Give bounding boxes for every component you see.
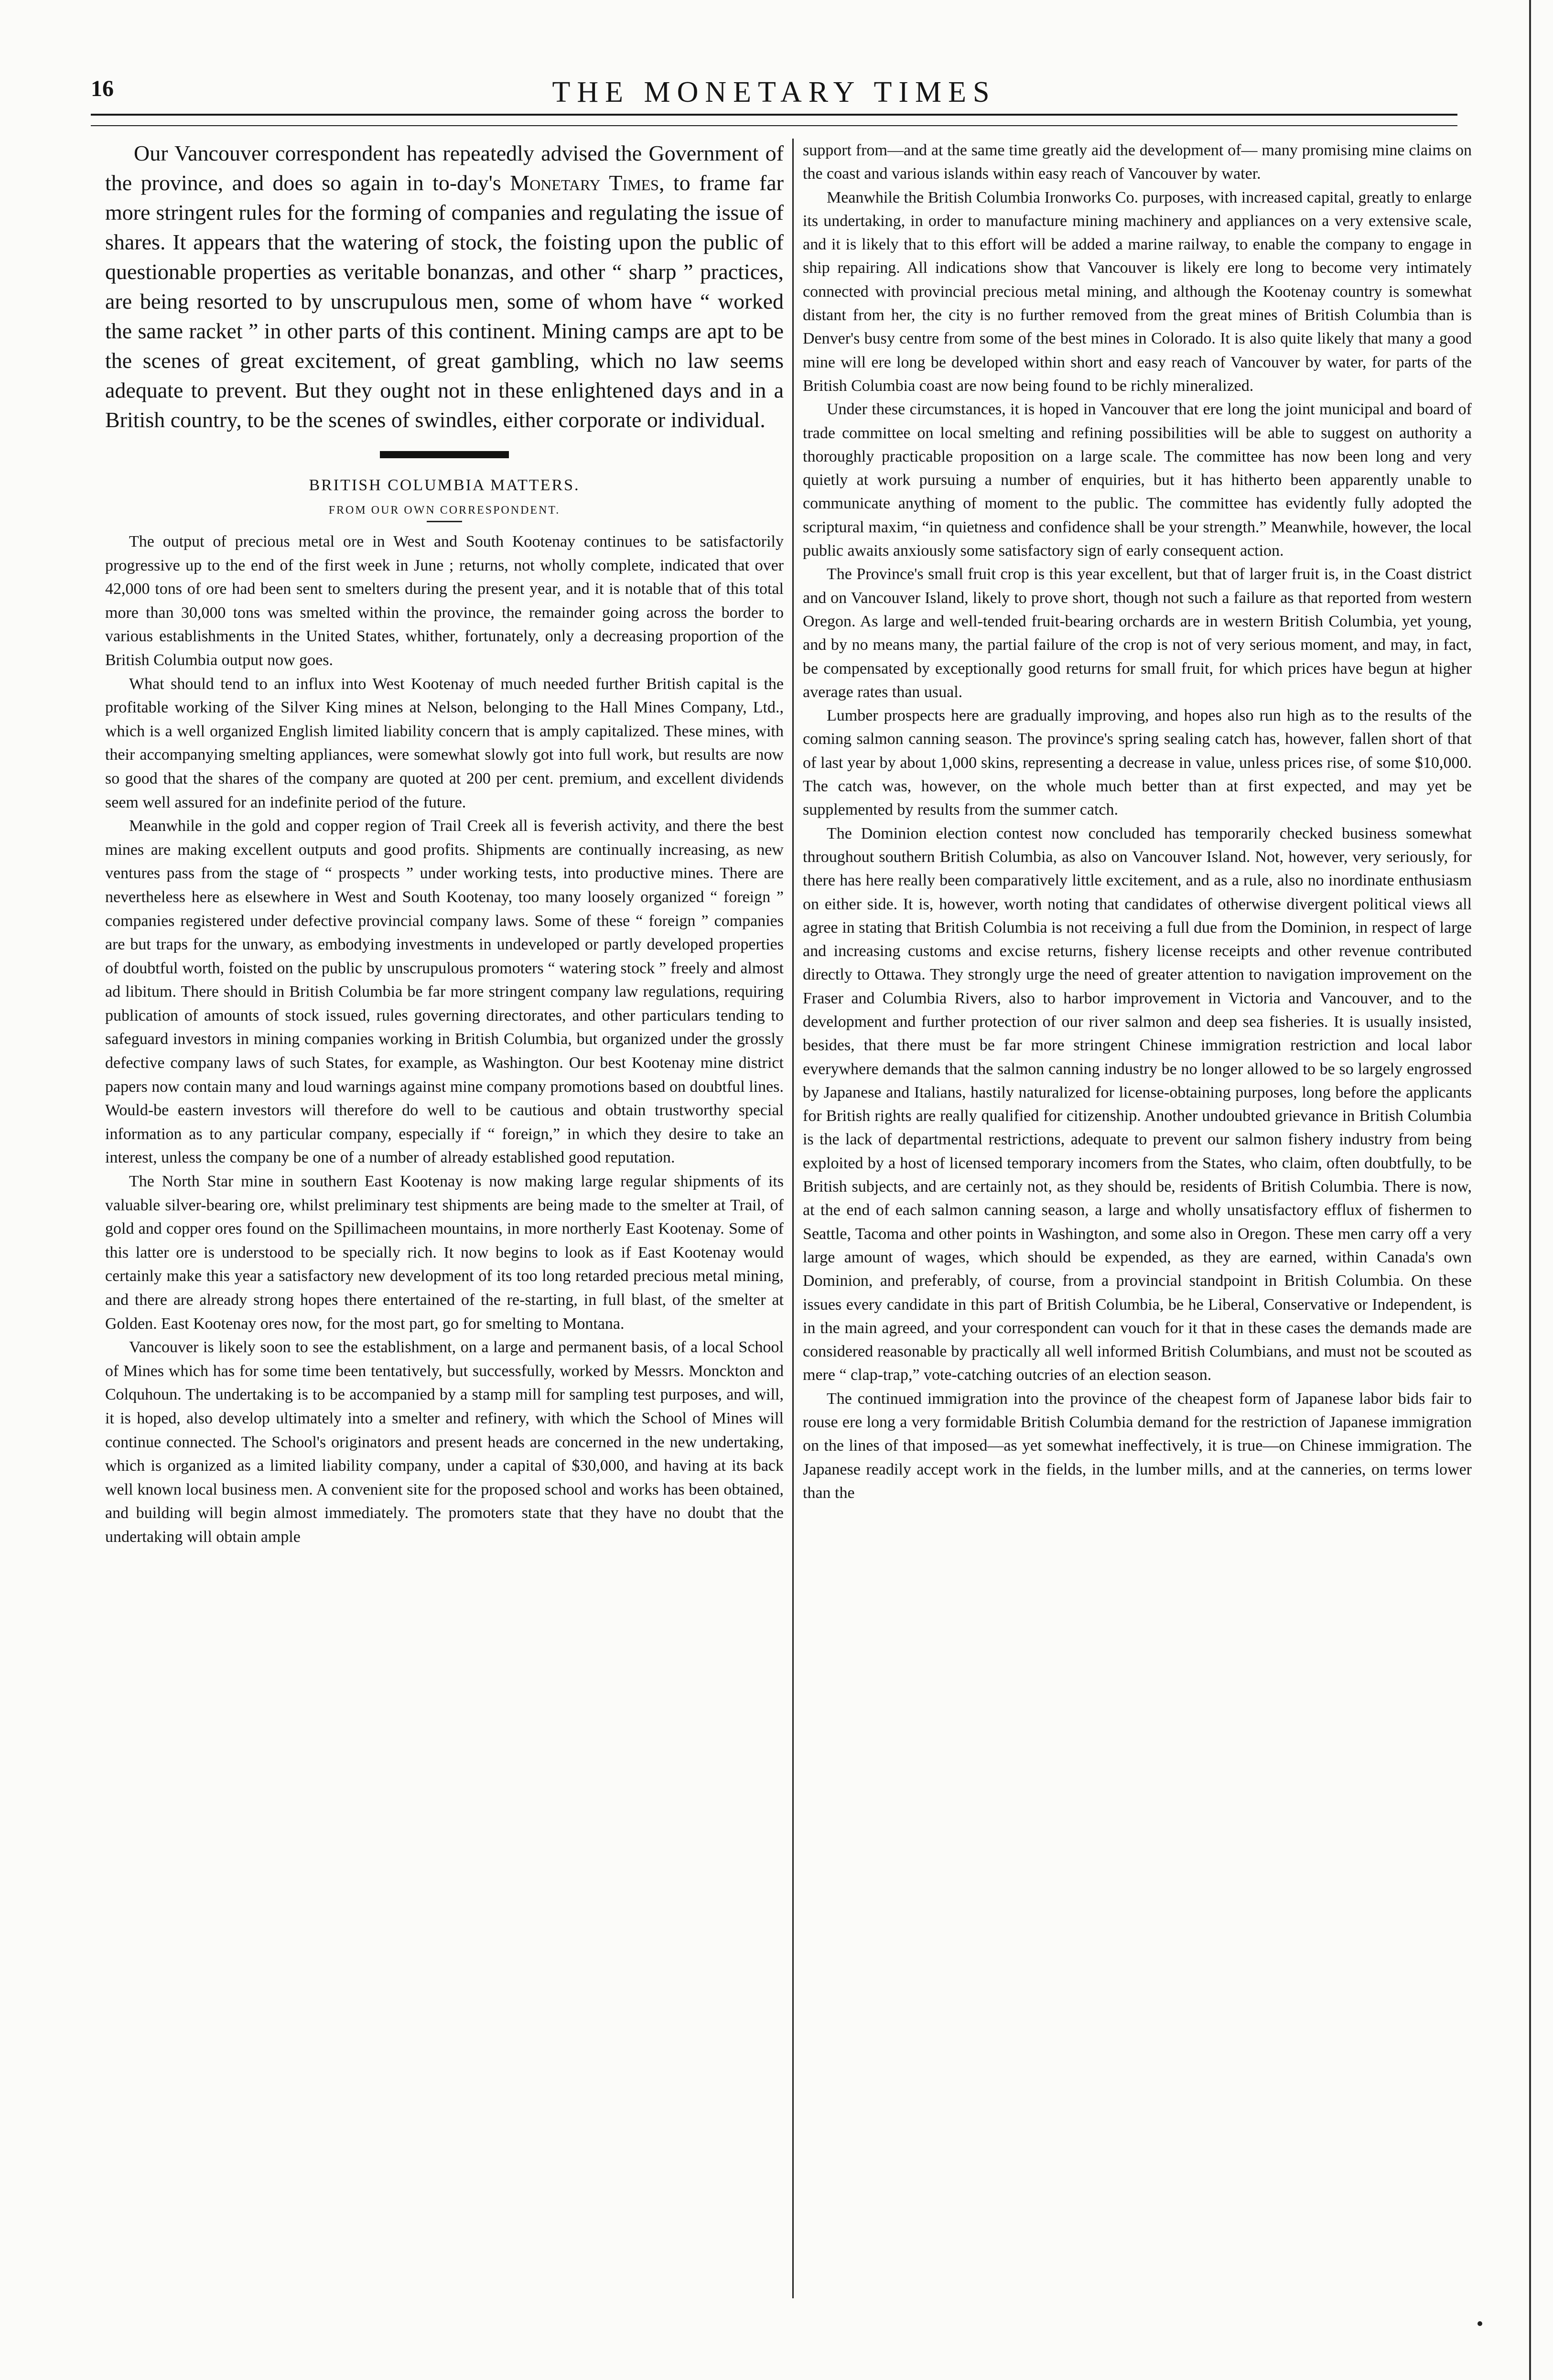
left-column: [105, 139, 784, 2298]
article-paragraph: The continued immigration into the province of the cheapest form of Japanese labor bids fair to rouse ere long a very formidable British Columbia demand for the restriction of Japanese immigration on the lines of that imposed—as yet somewhat ineffectively, it is true—on Chinese immigration. The Japanese readily accept work in the fields, in the lumber mills, and at the canneries, on terms lower than the: [803, 1389, 1472, 1502]
article-paragraph: Under these circumstances, it is hoped in Vancouver that ere long the joint municipal and board of trade committee on local smelting and refining possibilities will be able to suggest on authority a thoroughly practicable proposition on a large scale. The committee has now been long and very quietly at work pursuing a number of enquiries, but it has hitherto been apparently unable to communicate anything of moment to the public. The committee has evidently fully adopted the scriptural maxim, “in quietness and confidence shall be your strength.” Meanwhile, however, the local public awaits anxiously some satisfactory sign of early consequent action.: [803, 400, 1472, 560]
lead-text-b: , to frame far more stringent rules for the forming of companies and regulating the issue of shares. It appears that the watering of stock, the foisting upon the public of questionable properties as veritable bonanzas, and other “ sharp ” practices, are being resorted to by unscrupulous men, some of whom have “ worked the same racket ” in other parts of this continent. Mining camps are apt to be the scenes of great excitement, of great gambling, which no law seems adequate to prevent. But they ought not in these enlightened days and in a British country, to be the scenes of swindles, either corporate or individual.: [105, 171, 784, 432]
right-column: [803, 139, 1472, 2298]
article-paragraph: Lumber prospects here are gradually improving, and hopes also run high as to the results of the coming salmon canning season. The province's spring sealing catch has, however, fallen short of that of last year by about 1,000 skins, representing a decrease in value, unless prices rise, of some $10,000. The catch was, however, on the whole much better than at first expected, and may yet be supplemented by results from the summer catch.: [803, 707, 1472, 819]
article-paragraph: support from—and at the same time greatly aid the development of— many promising mine claims on the coast and various islands within easy reach of Vancouver by water.: [803, 141, 1472, 183]
left-article-body: [105, 530, 784, 1549]
page-header: [91, 75, 1457, 118]
article-paragraph: What should tend to an influx into West Kootenay of much needed further British capital is the profitable working of the Silver King mines at Nelson, belonging to the Hall Mines Company, Ltd., which is a well organized English limited liability concern that is amply capitalized. These mines, with their accompanying smelting appliances, were somewhat slowly got into full work, but results are now so good that the shares of the company are quoted at 200 per cent. premium, and excellent dividends seem well assured for an indefinite period of the future.: [105, 675, 784, 811]
article-paragraph: The Dominion election contest now concluded has temporarily checked business somewhat throughout southern British Columbia, as also on Vancouver Island. Not, however, very seriously, for there has here really been comparatively little excitement, and as a rule, also no inordinate enthusiasm on either side. It is, however, worth noting that candidates of otherwise divergent political views all agree in stating that British Columbia is not receiving a full due from the Dominion, in respect of large and increasing customs and excise returns, fishery license receipts and other revenue contributed directly to Ottawa. They strongly urge the need of greater attention to navigation improvement on the Fraser and Columbia Rivers, also to harbor improvement in Victoria and Vancouver, and to the development and further protection of our river salmon and deep sea fisheries. It is usually insisted, besides, that there must be far more stringent Chinese immigration restriction and local labor everywhere demands that the salmon canning industry be no longer allowed to be so largely engrossed by Japanese and Italians, hastily naturalized for license-obtaining purposes, long before the applicants for British rights are really qualified for citizenship. Another undoubted grievance in British Columbia is the lack of departmental restrictions, adequate to prevent our salmon fishery industry from being exploited by a host of licensed temporary incomers from the States, who claim, often doubtfully, to be British subjects, and are certainly not, as they should be, residents of British Columbia. There is now, at the end of each salmon canning season, a large and wholly unsatisfactory efflux of fishermen to Seattle, Tacoma and other points in Washington, and some also in Oregon. These men carry off a very large amount of wages, which should be expended, as they are earned, within Canada's own Dominion, and preferably, of course, from a provincial standpoint in British Columbia. On these issues every candidate in this part of British Columbia, be he Liberal, Conservative or Independent, is in the main agreed, and your correspondent can vouch for it that in these cases the demands made are considered reasonable by practically all well informed British Columbians, and must not be scouted as mere “ clap-trap,” vote-catching outcries of an election season.: [803, 824, 1472, 1384]
article-paragraph: The North Star mine in southern East Kootenay is now making large regular shipments of its valuable silver-bearing ore, whilst preliminary test shipments are being made to the smelter at Trail, of gold and copper ores found on the Spillimacheen mountains, in more northerly East Kootenay. Some of this latter ore is understood to be specially rich. It now begins to look as if East Kootenay would certainly make this year a satisfactory new development of its too long retarded precious metal mining, and there are already strong hopes there entertained of the re-starting, in full blast, of the smelter at Golden. East Kootenay ores now, for the most part, go for smelting to Montana.: [105, 1173, 784, 1333]
section-separator: [380, 451, 509, 458]
byline-rule: [427, 521, 462, 522]
header-rule: [91, 114, 1457, 116]
right-article-body: [803, 139, 1472, 1505]
lead-editorial: [105, 139, 784, 435]
column-divider: [792, 139, 794, 2298]
journal-name: Monetary Times: [510, 171, 659, 195]
article-paragraph: Meanwhile in the gold and copper region of Trail Creek all is feverish activity, and there the best mines are making excellent outputs and good profits. Shipments are continually increasing, as new ventures pass from the stage of “ prospects ” under working tests, into productive mines. There are nevertheless here as elsewhere in West and South Kootenay, too many loosely organized “ foreign ” companies registered under defective provincial company laws. Some of these “ foreign ” companies are but traps for the unwary, as embodying investments in undeveloped or partly developed properties of doubtful worth, foisted on the public by unscrupulous promoters “ watering stock ” freely and almost ad libitum. There should in British Columbia be far more stringent company law regulations, requiring publication of amounts of stock issued, rules governing directorates, and other particulars tending to safeguard investors in mining companies working in British Columbia, but organized under the grossly defective company laws of such States, for example, as Washington. Our best Kootenay mine district papers now contain many and loud warnings against mine company promotions based on doubtful lines. Would-be eastern investors will therefore do well to be cautious and obtain trustworthy special information as to any particular company, especially if “ foreign,” in which they desire to take an interest, unless the company be one of a number of already established good reputation.: [105, 817, 784, 1167]
page-edge-line: [1529, 0, 1531, 2380]
article-paragraph: The Province's small fruit crop is this year excellent, but that of larger fruit is, in the Coast district and on Vancouver Island, likely to prove short, though not such a failure as that reported from western Oregon. As large and well-tended fruit-bearing orchards are in western British Columbia, yet young, and by no means many, the partial failure of the crop is not of very serious moment, and may, in fact, be compensated by exceptionally good returns for small fruit, for which prices have begun at higher average rates than usual.: [803, 565, 1472, 701]
article-paragraph: Meanwhile the British Columbia Ironworks Co. purposes, with increased capital, greatly to enlarge its undertaking, in order to manufacture mining machinery and appliances on a very extensive scale, and it is likely that to this effort will be added a marine railway, to enable the company to engage in ship repairing. All indications show that Vancouver is likely ere long to become very intimately connected with provincial precious metal mining, and although the Kootenay country is somewhat distant from her, the city is no further removed from the great mines of British Columbia than is Denver's busy centre from some of the best mines in Colorado. It is also quite likely that many a good mine will ere long be developed within short and easy reach of Vancouver by water, for parts of the British Columbia coast are now being found to be richly mineralized.: [803, 188, 1472, 395]
lead-text-a: Our Vancouver correspondent has repeatedly advised the Government of the province, and does so again in to-day's: [105, 141, 784, 195]
publication-masthead: THE MONETARY TIMES: [552, 76, 996, 108]
article-paragraph: The output of precious metal ore in West and South Kootenay continues to be satisfactorily progressive up to the end of the first week in June ; returns, not wholly complete, indicated that over 42,000 tons of ore had been sent to smelters during the present year, and it is notable that of this total more than 30,000 tons was smelted within the province, the remainder going across the border to various establishments in the United States, whither, fortunately, only a decreasing proportion of the British Columbia output now goes.: [105, 533, 784, 669]
article-title: BRITISH COLUMBIA MATTERS.: [309, 476, 580, 494]
print-speck: [1478, 2321, 1482, 2326]
article-paragraph: Vancouver is likely soon to see the establishment, on a large and permanent basis, of a local School of Mines which has for some time been tentatively, but successfully, worked by Messrs. Monckton and Colquhoun. The undertaking is to be accompanied by a stamp mill for sampling test purposes, and will, it is hoped, also develop ultimately into a smelter and refinery, with which the School of Mines will continue connected. The School's originators and present heads are concerned in the new undertaking, which is organized as a limited liability company, under a capital of $30,000, and having at its back well known local business men. A convenient site for the proposed school and works has been obtained, and building will begin almost immediately. The promoters state that they have no doubt that the undertaking will obtain ample: [105, 1338, 784, 1546]
page-number: 16: [91, 76, 114, 101]
article-byline: FROM OUR OWN CORRESPONDENT.: [328, 504, 561, 517]
header-rule-thin: [91, 125, 1457, 126]
